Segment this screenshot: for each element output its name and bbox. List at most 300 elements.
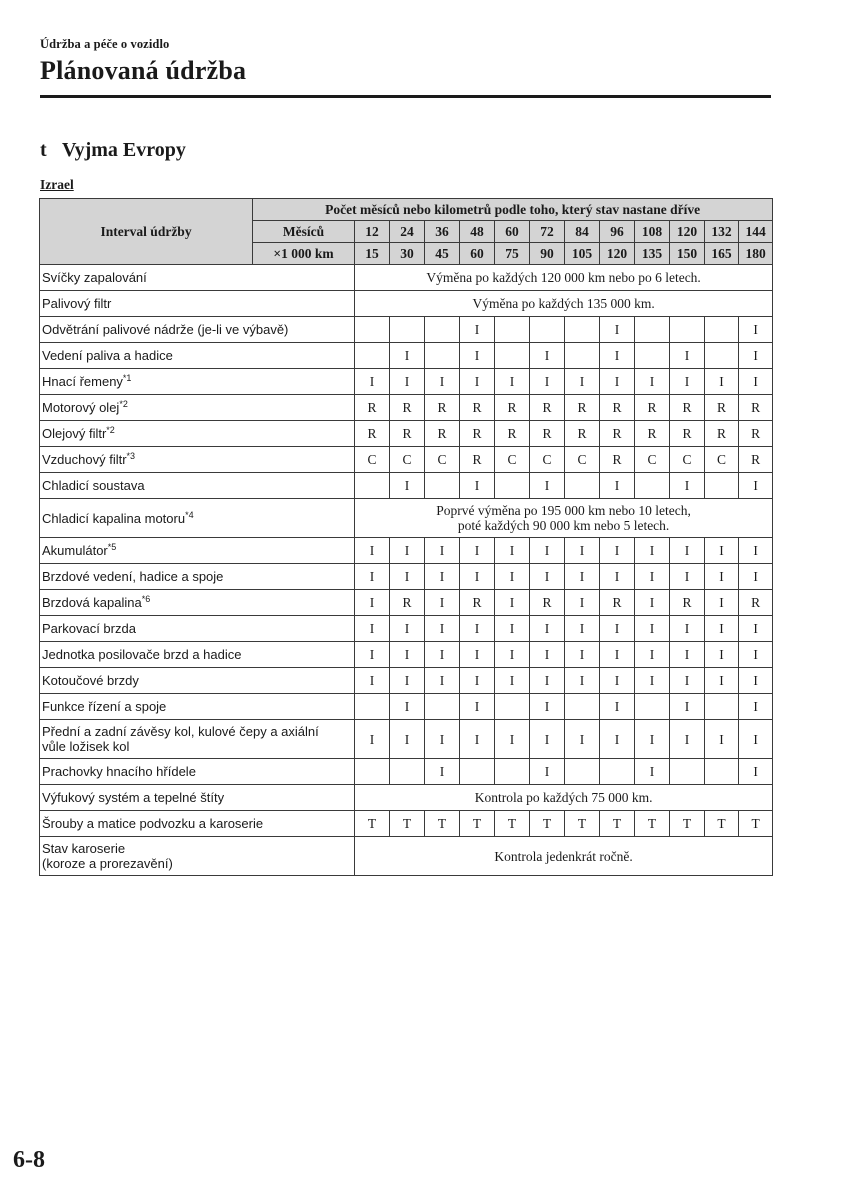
schedule-cell: I bbox=[355, 369, 390, 395]
schedule-note bbox=[355, 837, 773, 876]
schedule-cell bbox=[565, 317, 600, 343]
schedule-cell bbox=[635, 317, 670, 343]
schedule-cell: I bbox=[425, 616, 460, 642]
table-row bbox=[40, 811, 773, 837]
schedule-cell: R bbox=[425, 421, 460, 447]
month-value: 72 bbox=[530, 221, 565, 243]
schedule-cell: I bbox=[495, 369, 530, 395]
schedule-cell: I bbox=[355, 668, 390, 694]
schedule-cell: I bbox=[390, 694, 425, 720]
table-row bbox=[40, 395, 773, 421]
schedule-cell: I bbox=[390, 616, 425, 642]
schedule-cell: R bbox=[670, 590, 705, 616]
schedule-cell: I bbox=[355, 642, 390, 668]
schedule-cell: R bbox=[390, 421, 425, 447]
header-row bbox=[40, 199, 773, 221]
table-row bbox=[40, 642, 773, 668]
schedule-cell: I bbox=[705, 564, 739, 590]
schedule-cell bbox=[390, 317, 425, 343]
schedule-cell: I bbox=[739, 720, 773, 759]
item-label-text: Svíčky zapalování bbox=[42, 270, 147, 285]
months-label: Měsíců bbox=[253, 221, 355, 243]
item-label-text-line2: (koroze a prorezavění) bbox=[42, 856, 173, 871]
schedule-cell: I bbox=[390, 473, 425, 499]
schedule-cell: I bbox=[670, 720, 705, 759]
table-row bbox=[40, 759, 773, 785]
schedule-cell bbox=[705, 317, 739, 343]
schedule-cell: C bbox=[635, 447, 670, 473]
maintenance-schedule-table bbox=[39, 198, 773, 876]
km-value: 15 bbox=[355, 243, 390, 265]
schedule-cell: I bbox=[739, 642, 773, 668]
schedule-cell: T bbox=[635, 811, 670, 837]
km-value: 135 bbox=[635, 243, 670, 265]
month-value: 48 bbox=[460, 221, 495, 243]
schedule-cell: I bbox=[425, 369, 460, 395]
schedule-cell: R bbox=[390, 395, 425, 421]
item-label-text: Chladicí soustava bbox=[42, 478, 145, 493]
item-label bbox=[40, 759, 355, 785]
schedule-cell: I bbox=[565, 564, 600, 590]
schedule-cell: I bbox=[425, 720, 460, 759]
schedule-cell bbox=[355, 473, 390, 499]
schedule-cell bbox=[495, 759, 530, 785]
schedule-note-text: Kontrola jedenkrát ročně. bbox=[494, 848, 633, 864]
table-row bbox=[40, 291, 773, 317]
schedule-cell: R bbox=[705, 421, 739, 447]
table-row bbox=[40, 590, 773, 616]
schedule-cell: T bbox=[425, 811, 460, 837]
schedule-cell: T bbox=[355, 811, 390, 837]
schedule-cell: I bbox=[739, 473, 773, 499]
item-label bbox=[40, 265, 355, 291]
month-value: 36 bbox=[425, 221, 460, 243]
item-label bbox=[40, 291, 355, 317]
footnote-marker: *1 bbox=[122, 373, 132, 383]
schedule-cell bbox=[425, 343, 460, 369]
schedule-cell bbox=[355, 317, 390, 343]
item-label-text: Přední a zadní závěsy kol, kulové čepy a axiální bbox=[42, 724, 319, 739]
section-heading-text: Vyjma Evropy bbox=[62, 139, 186, 161]
schedule-cell bbox=[355, 759, 390, 785]
footnote-marker: *3 bbox=[126, 451, 136, 461]
breadcrumb: Údržba a péče o vozidlo bbox=[40, 37, 170, 51]
schedule-cell: I bbox=[460, 694, 495, 720]
schedule-cell: I bbox=[739, 564, 773, 590]
item-label-text: Funkce řízení a spoje bbox=[42, 699, 167, 714]
schedule-cell: I bbox=[670, 538, 705, 564]
schedule-cell: C bbox=[670, 447, 705, 473]
item-label bbox=[40, 720, 355, 759]
schedule-cell: I bbox=[635, 759, 670, 785]
schedule-cell bbox=[600, 759, 635, 785]
item-label-text: Olejový filtr bbox=[42, 426, 107, 441]
table-row bbox=[40, 317, 773, 343]
schedule-cell: I bbox=[600, 343, 635, 369]
schedule-cell: R bbox=[425, 395, 460, 421]
schedule-cell: I bbox=[635, 616, 670, 642]
schedule-cell: R bbox=[530, 590, 565, 616]
table-row bbox=[40, 369, 773, 395]
schedule-cell: C bbox=[425, 447, 460, 473]
schedule-cell: I bbox=[390, 564, 425, 590]
table-row bbox=[40, 616, 773, 642]
schedule-cell: R bbox=[600, 395, 635, 421]
schedule-cell: I bbox=[600, 564, 635, 590]
item-label-text: Motorový olej bbox=[42, 400, 120, 415]
schedule-cell: I bbox=[530, 564, 565, 590]
schedule-cell bbox=[635, 343, 670, 369]
schedule-cell bbox=[705, 473, 739, 499]
schedule-cell: I bbox=[565, 642, 600, 668]
schedule-cell: I bbox=[565, 720, 600, 759]
schedule-cell: I bbox=[530, 759, 565, 785]
schedule-cell: I bbox=[495, 642, 530, 668]
schedule-cell: I bbox=[390, 343, 425, 369]
schedule-cell: I bbox=[739, 668, 773, 694]
schedule-cell: I bbox=[739, 343, 773, 369]
schedule-cell: R bbox=[739, 421, 773, 447]
schedule-cell bbox=[565, 473, 600, 499]
table-row bbox=[40, 473, 773, 499]
schedule-cell: C bbox=[355, 447, 390, 473]
schedule-cell: I bbox=[425, 564, 460, 590]
table-row bbox=[40, 720, 773, 759]
schedule-cell bbox=[355, 694, 390, 720]
schedule-cell: I bbox=[635, 590, 670, 616]
schedule-cell: I bbox=[670, 473, 705, 499]
footnote-marker: *4 bbox=[185, 509, 194, 520]
schedule-cell: C bbox=[390, 447, 425, 473]
schedule-cell bbox=[390, 759, 425, 785]
month-value: 144 bbox=[739, 221, 773, 243]
title-rule bbox=[40, 95, 771, 98]
schedule-cell: I bbox=[530, 473, 565, 499]
schedule-cell: I bbox=[600, 538, 635, 564]
schedule-cell: I bbox=[705, 616, 739, 642]
item-label bbox=[40, 811, 355, 837]
item-label bbox=[40, 317, 355, 343]
table-row bbox=[40, 668, 773, 694]
item-label bbox=[40, 499, 355, 538]
table-row bbox=[40, 421, 773, 447]
schedule-cell: I bbox=[530, 720, 565, 759]
month-value: 132 bbox=[705, 221, 739, 243]
schedule-cell bbox=[635, 694, 670, 720]
schedule-cell: I bbox=[425, 668, 460, 694]
interval-header: Interval údržby bbox=[40, 199, 253, 265]
schedule-cell: R bbox=[600, 590, 635, 616]
schedule-cell: T bbox=[739, 811, 773, 837]
schedule-cell: I bbox=[390, 369, 425, 395]
table-row bbox=[40, 785, 773, 811]
schedule-cell: R bbox=[635, 421, 670, 447]
schedule-cell bbox=[705, 759, 739, 785]
schedule-note bbox=[355, 265, 773, 291]
schedule-cell bbox=[425, 473, 460, 499]
schedule-cell: R bbox=[355, 421, 390, 447]
table-row bbox=[40, 538, 773, 564]
item-label-text: Hnací řemeny bbox=[42, 374, 123, 389]
schedule-cell: I bbox=[530, 642, 565, 668]
item-label bbox=[40, 395, 355, 421]
schedule-note-text: Výměna po každých 120 000 km nebo po 6 letech. bbox=[426, 270, 701, 285]
schedule-cell: R bbox=[460, 590, 495, 616]
footnote-marker: *2 bbox=[119, 399, 128, 409]
schedule-cell: C bbox=[495, 447, 530, 473]
schedule-cell: R bbox=[739, 590, 773, 616]
schedule-cell: R bbox=[670, 395, 705, 421]
km-value: 105 bbox=[565, 243, 600, 265]
schedule-cell: I bbox=[635, 564, 670, 590]
item-label-text: Šrouby a matice podvozku a karoserie bbox=[42, 816, 264, 831]
schedule-cell: R bbox=[530, 421, 565, 447]
schedule-cell bbox=[495, 473, 530, 499]
schedule-cell: I bbox=[705, 369, 739, 395]
km-value: 180 bbox=[739, 243, 773, 265]
schedule-cell: I bbox=[670, 694, 705, 720]
schedule-cell: I bbox=[600, 642, 635, 668]
page-title: Plánovaná údržba bbox=[40, 56, 247, 85]
schedule-cell: I bbox=[600, 720, 635, 759]
schedule-note bbox=[355, 499, 773, 538]
schedule-cell: I bbox=[705, 720, 739, 759]
schedule-cell: I bbox=[390, 642, 425, 668]
km-value: 60 bbox=[460, 243, 495, 265]
schedule-cell: I bbox=[670, 369, 705, 395]
item-label-text: Brzdové vedení, hadice a spoje bbox=[42, 569, 224, 584]
schedule-cell: I bbox=[565, 538, 600, 564]
schedule-cell: I bbox=[530, 668, 565, 694]
schedule-cell: I bbox=[530, 694, 565, 720]
schedule-cell bbox=[635, 473, 670, 499]
item-label-text: Parkovací brzda bbox=[42, 621, 136, 636]
schedule-cell: I bbox=[705, 590, 739, 616]
schedule-note-text-line2: poté každých 90 000 km nebo 5 letech. bbox=[457, 518, 670, 533]
schedule-cell bbox=[425, 317, 460, 343]
schedule-cell: I bbox=[739, 538, 773, 564]
schedule-cell: C bbox=[565, 447, 600, 473]
schedule-cell: I bbox=[355, 564, 390, 590]
footnote-marker: *5 bbox=[107, 542, 117, 552]
schedule-cell bbox=[705, 343, 739, 369]
item-label-text: Kotoučové brzdy bbox=[42, 673, 139, 688]
schedule-cell: R bbox=[460, 395, 495, 421]
km-value: 45 bbox=[425, 243, 460, 265]
schedule-cell: I bbox=[460, 564, 495, 590]
schedule-cell: I bbox=[355, 720, 390, 759]
schedule-cell: I bbox=[460, 369, 495, 395]
schedule-cell: I bbox=[460, 668, 495, 694]
schedule-cell: R bbox=[460, 421, 495, 447]
item-label-text: Chladicí kapalina motoru bbox=[42, 510, 186, 526]
item-label bbox=[40, 785, 355, 811]
item-label-text-line2: vůle ložisek kol bbox=[42, 739, 130, 754]
schedule-note bbox=[355, 785, 773, 811]
item-label-text: Akumulátor bbox=[42, 543, 108, 558]
schedule-note-text: Poprvé výměna po 195 000 km nebo 10 letech, bbox=[436, 503, 691, 518]
schedule-cell: I bbox=[705, 538, 739, 564]
item-label bbox=[40, 564, 355, 590]
schedule-note-text: Výměna po každých 135 000 km. bbox=[472, 296, 655, 311]
item-label bbox=[40, 616, 355, 642]
item-label bbox=[40, 837, 355, 876]
km-value: 75 bbox=[495, 243, 530, 265]
schedule-cell: I bbox=[355, 538, 390, 564]
item-label bbox=[40, 538, 355, 564]
item-label-text: Vedení paliva a hadice bbox=[42, 348, 173, 363]
schedule-cell: I bbox=[670, 668, 705, 694]
schedule-cell: T bbox=[390, 811, 425, 837]
schedule-cell: I bbox=[495, 668, 530, 694]
schedule-cell: C bbox=[705, 447, 739, 473]
schedule-cell: T bbox=[495, 811, 530, 837]
schedule-cell bbox=[670, 759, 705, 785]
table-row bbox=[40, 343, 773, 369]
schedule-cell: T bbox=[565, 811, 600, 837]
item-label bbox=[40, 642, 355, 668]
schedule-cell: I bbox=[495, 720, 530, 759]
schedule-cell: I bbox=[739, 317, 773, 343]
month-value: 96 bbox=[600, 221, 635, 243]
schedule-cell: R bbox=[460, 447, 495, 473]
schedule-cell: I bbox=[670, 564, 705, 590]
schedule-cell: I bbox=[355, 616, 390, 642]
schedule-cell: I bbox=[565, 668, 600, 694]
table-row bbox=[40, 694, 773, 720]
item-label-text: Brzdová kapalina bbox=[42, 595, 142, 610]
month-value: 60 bbox=[495, 221, 530, 243]
schedule-cell: I bbox=[495, 590, 530, 616]
schedule-cell: R bbox=[670, 421, 705, 447]
schedule-cell: I bbox=[425, 538, 460, 564]
month-value: 24 bbox=[390, 221, 425, 243]
footnote-marker: *6 bbox=[141, 594, 151, 604]
schedule-cell: I bbox=[600, 317, 635, 343]
schedule-cell: I bbox=[565, 616, 600, 642]
schedule-cell: R bbox=[739, 447, 773, 473]
month-value: 108 bbox=[635, 221, 670, 243]
table-row bbox=[40, 837, 773, 876]
month-value: 12 bbox=[355, 221, 390, 243]
subsection-label: Izrael bbox=[40, 177, 74, 192]
schedule-cell: R bbox=[390, 590, 425, 616]
km-label: ×1 000 km bbox=[253, 243, 355, 265]
schedule-cell: I bbox=[425, 590, 460, 616]
schedule-cell bbox=[495, 694, 530, 720]
schedule-cell: T bbox=[705, 811, 739, 837]
schedule-cell: I bbox=[739, 694, 773, 720]
schedule-cell bbox=[565, 759, 600, 785]
item-label-text: Stav karoserie bbox=[42, 841, 126, 856]
schedule-cell: R bbox=[600, 447, 635, 473]
schedule-cell: I bbox=[460, 317, 495, 343]
schedule-cell: R bbox=[355, 395, 390, 421]
schedule-cell: I bbox=[635, 668, 670, 694]
item-label bbox=[40, 590, 355, 616]
schedule-cell: I bbox=[670, 343, 705, 369]
item-label-text: Prachovky hnacího hřídele bbox=[42, 764, 196, 779]
schedule-cell: I bbox=[530, 343, 565, 369]
item-label-text: Odvětrání palivové nádrže (je-li ve výbavě) bbox=[42, 322, 289, 337]
schedule-cell bbox=[670, 317, 705, 343]
item-label-text: Výfukový systém a tepelné štíty bbox=[42, 790, 225, 805]
schedule-cell: T bbox=[670, 811, 705, 837]
item-label-text: Vzduchový filtr bbox=[42, 452, 127, 467]
schedule-cell bbox=[565, 694, 600, 720]
km-value: 165 bbox=[705, 243, 739, 265]
schedule-cell: I bbox=[425, 642, 460, 668]
schedule-cell: I bbox=[565, 369, 600, 395]
schedule-cell bbox=[460, 759, 495, 785]
schedule-cell: I bbox=[460, 473, 495, 499]
schedule-cell: I bbox=[460, 616, 495, 642]
schedule-cell: R bbox=[565, 421, 600, 447]
schedule-cell: I bbox=[670, 642, 705, 668]
schedule-cell: I bbox=[670, 616, 705, 642]
schedule-cell bbox=[355, 343, 390, 369]
schedule-cell: I bbox=[705, 668, 739, 694]
schedule-cell: I bbox=[495, 564, 530, 590]
schedule-cell: R bbox=[495, 421, 530, 447]
item-label bbox=[40, 473, 355, 499]
interval-span-header: Počet měsíců nebo kilometrů podle toho, který stav nastane dříve bbox=[253, 199, 773, 221]
schedule-cell: I bbox=[390, 668, 425, 694]
schedule-note-text: Kontrola po každých 75 000 km. bbox=[474, 790, 653, 805]
schedule-cell: I bbox=[530, 369, 565, 395]
schedule-cell: I bbox=[530, 616, 565, 642]
schedule-cell: I bbox=[600, 694, 635, 720]
schedule-cell: T bbox=[530, 811, 565, 837]
schedule-cell: I bbox=[739, 616, 773, 642]
schedule-cell: I bbox=[635, 538, 670, 564]
schedule-cell: I bbox=[600, 369, 635, 395]
schedule-cell: I bbox=[635, 369, 670, 395]
schedule-cell bbox=[425, 694, 460, 720]
month-value: 120 bbox=[670, 221, 705, 243]
schedule-cell: I bbox=[739, 759, 773, 785]
footnote-marker: *2 bbox=[106, 425, 115, 435]
schedule-cell: I bbox=[425, 759, 460, 785]
item-label bbox=[40, 694, 355, 720]
table-row bbox=[40, 447, 773, 473]
schedule-cell: R bbox=[635, 395, 670, 421]
schedule-cell: I bbox=[739, 369, 773, 395]
schedule-cell: I bbox=[600, 473, 635, 499]
item-label bbox=[40, 668, 355, 694]
schedule-cell: C bbox=[530, 447, 565, 473]
schedule-cell: I bbox=[460, 720, 495, 759]
schedule-cell: I bbox=[705, 642, 739, 668]
km-value: 90 bbox=[530, 243, 565, 265]
km-value: 120 bbox=[600, 243, 635, 265]
schedule-cell bbox=[565, 343, 600, 369]
schedule-cell: R bbox=[495, 395, 530, 421]
schedule-cell: I bbox=[495, 616, 530, 642]
schedule-cell: I bbox=[390, 720, 425, 759]
item-label bbox=[40, 343, 355, 369]
schedule-cell bbox=[495, 343, 530, 369]
schedule-cell: R bbox=[739, 395, 773, 421]
schedule-cell: I bbox=[600, 616, 635, 642]
schedule-cell: T bbox=[460, 811, 495, 837]
schedule-cell: I bbox=[530, 538, 565, 564]
schedule-cell: T bbox=[600, 811, 635, 837]
km-value: 30 bbox=[390, 243, 425, 265]
item-label-text: Jednotka posilovače brzd a hadice bbox=[42, 647, 242, 662]
item-label bbox=[40, 421, 355, 447]
schedule-cell: I bbox=[600, 668, 635, 694]
